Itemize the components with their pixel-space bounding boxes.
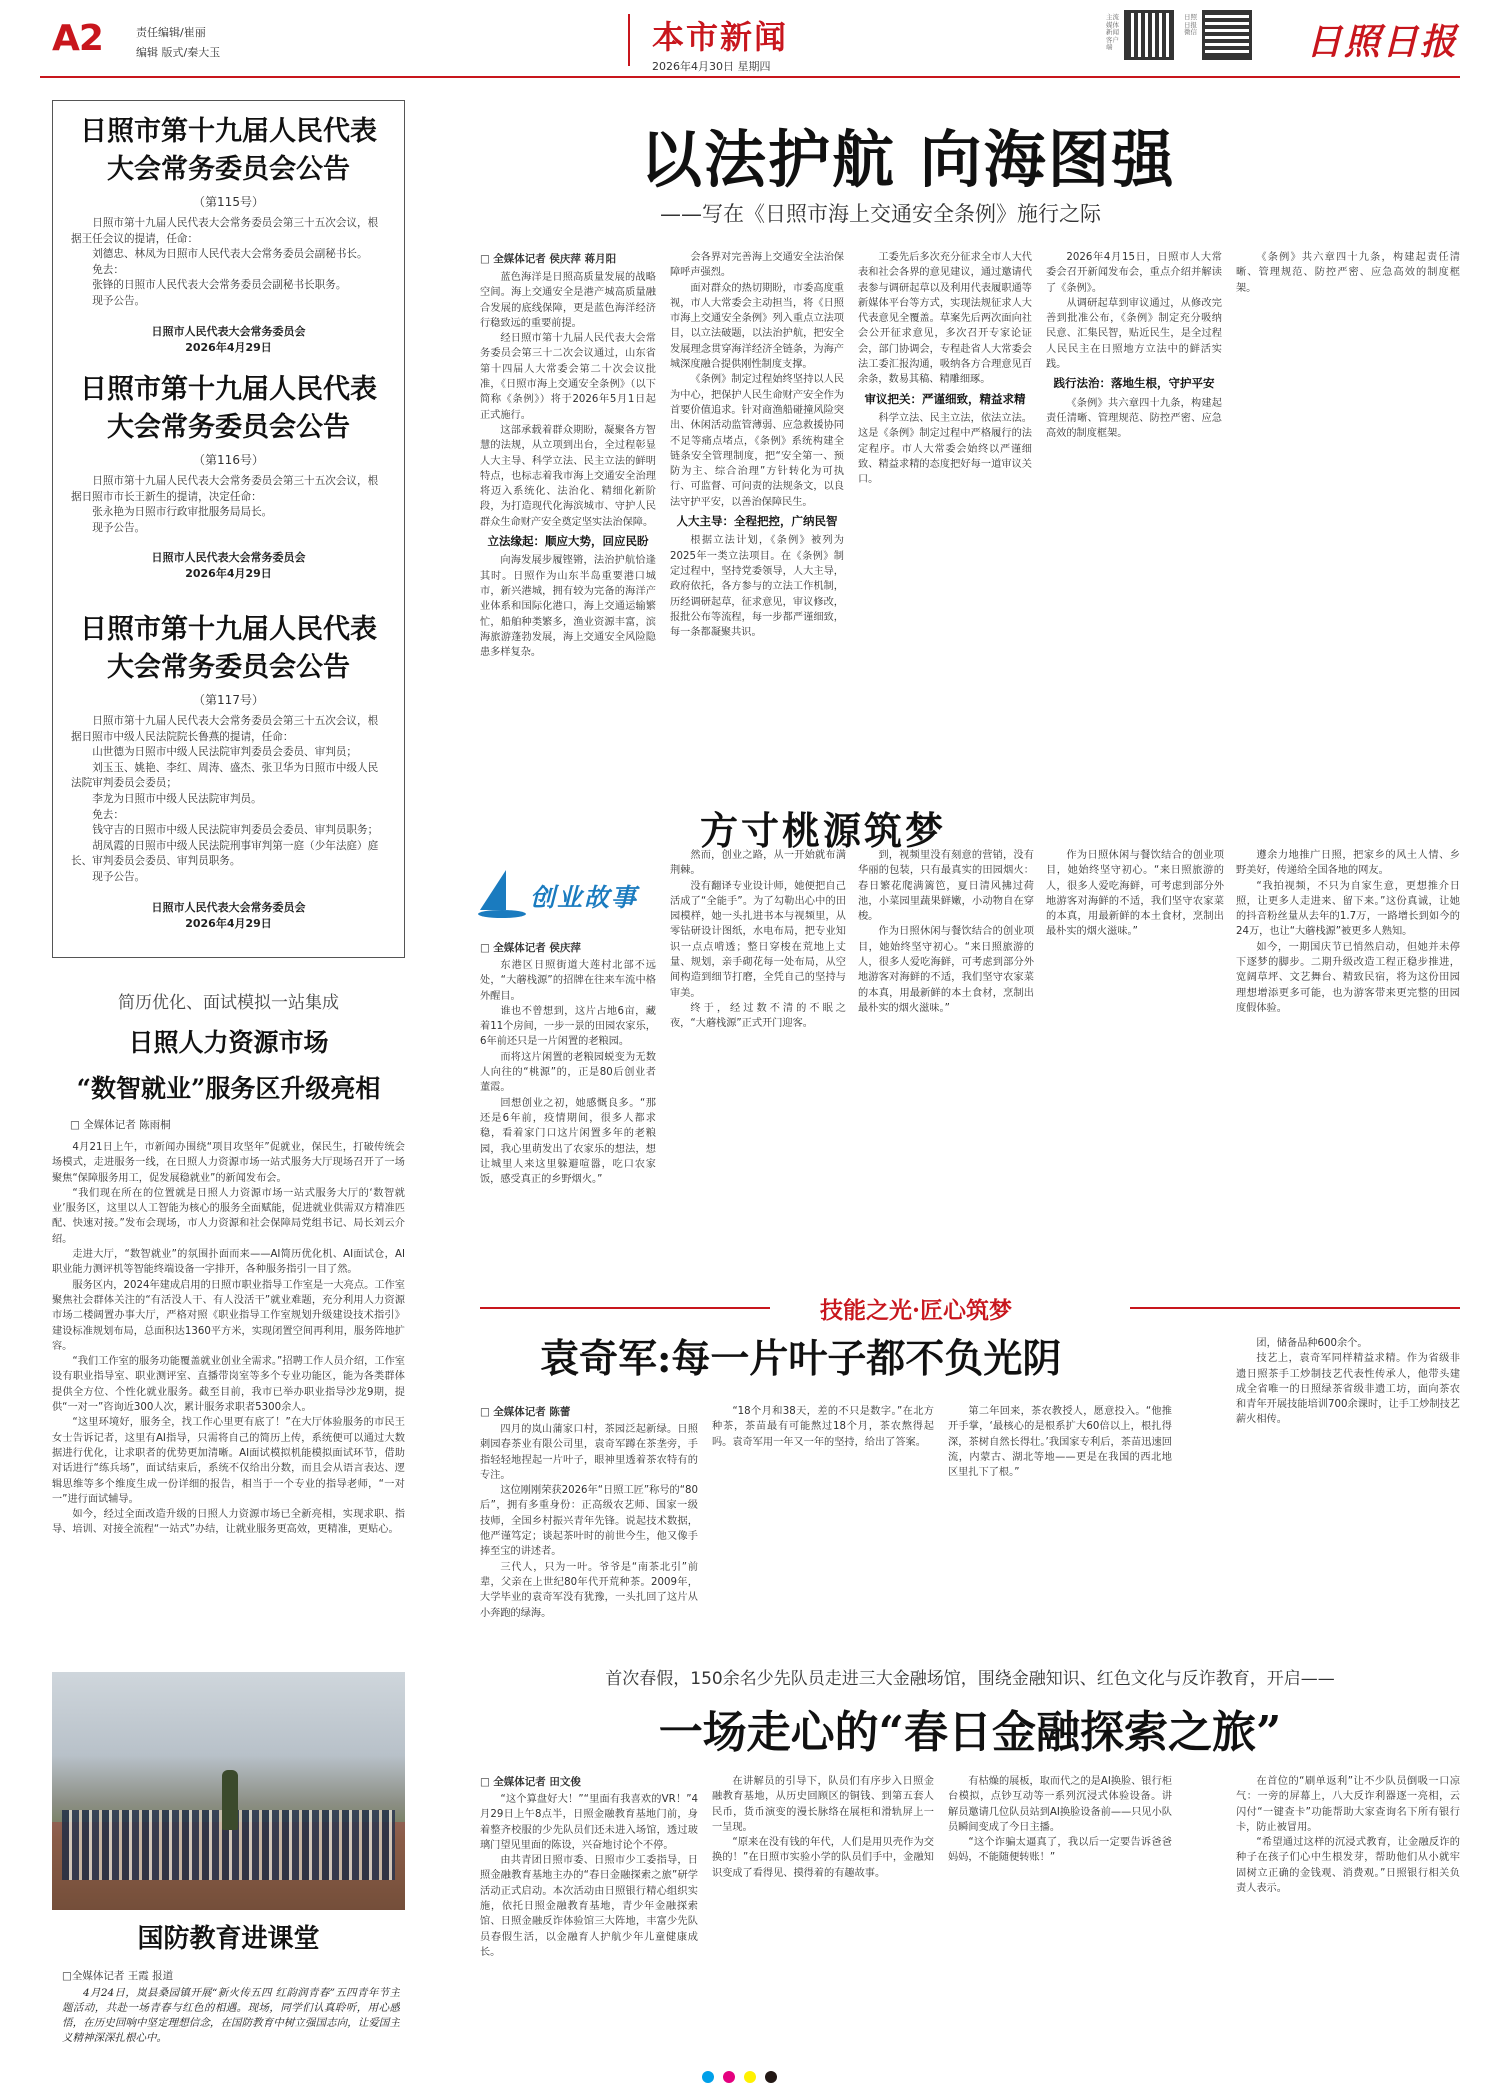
story-col-4: 作为日照休闲与餐饮结合的创业项目，她始终坚守初心。“来日照旅游的人，很多人爱吃海鲜，可考虑到部分外地游客对海鲜的不适，我们坚守农家菜的本真，用最新鲜的本土食材，烹制出最朴实的烟火滋味。” [1046, 850, 1224, 938]
notice-title: 日照市第十九届人民代表大会常务委员会公告 [80, 614, 377, 683]
qr-caption-2: 日照日报微信 [1184, 13, 1197, 36]
qr-caption-1: 主流媒体新闻客户端 [1106, 13, 1119, 51]
notice-body: 日照市第十九届人民代表大会常务委员会第三十五次会议，根据日照市中级人民法院院长鲁燕的提请，任命： 山世德为日照市中级人民法院审判委员会委员、审判员； 刘玉玉、姚艳、李红、周涛、盛杰、张卫华为日照市中级人民法院审判委员会委员； 李龙为日照市中级人民法院审判员。 免去： 钱守吉的日照市中级人民法院审判委员会委员、审判员职务； 胡凤霞的日照市中级人民法院刑事审判第一庭（少年法庭）庭长、审判委员会委员、审判员职务。 现予公告。 [71, 715, 379, 883]
sailboat-icon [480, 870, 506, 910]
lead-col-4: 2026年4月15日，日照市人大常委会召开新闻发布会，重点介绍并解读了《条例》。 从调研起草到审议通过，从修改完善到批准公布，《条例》制定充分吸纳民意、汇集民智，贴近民生，是全过程人民民主在日照地方立法中的鲜活实践。 践行法治：落地生根，守护平安 《条例》共六章四十九条，构建起责任清晰、管理规范、防控严密、应急高效的制度框架。 [1046, 252, 1222, 440]
color-registration-marks [700, 2068, 800, 2084]
header-rule [40, 76, 1460, 78]
defense-caption: 4月24日，岚县桑园镇开展“新火传五四 红韵润青春”五四青年节主题活动，共赴一场青春与红色的相遇。现场，同学们认真聆听，用心感悟，在历史回响中坚定理想信念，在国防教育中树立强国志向，让爱国主义精神深深扎根心中。 [62, 1987, 400, 2044]
notice-signer: 日照市人民代表大会常务委员会 2026年4月29日 [151, 551, 306, 581]
craft-col-1: 四月的岚山蒲家口村，茶园泛起新绿。日照刺园春茶业有限公司里，袁奇军蹲在茶垄旁，手指轻轻地捏起一片叶子，眼神里透着茶农特有的专注。 这位刚刚荣获2026年“日照工匠”称号的“80后”，拥有多重身份：正高级农艺师、国家一级技师，全国乡村振兴青年先锋。说起技术数据，他严谨笃定；谈起茶叶时的前世今生，他又像手捧至宝的讲述者。 三代人，只为一叶。爷爷是“南茶北引”前辈，父亲在上世纪80年代开荒种茶。2009年，大学毕业的袁奇军没有犹豫，一头扎回了这片从小奔跑的绿海。 [480, 1424, 698, 1619]
editor-line-2: 编辑 版式/秦大玉 [136, 46, 221, 59]
craft-col-2: “18个月和38天，差的不只是数字。”在北方种茶，茶苗最有可能熬过18个月，茶农熬得起吗。袁奇军用一年又一年的坚持，给出了答案。 [712, 1406, 934, 1448]
finance-col-4: 在首位的“刷单返利”让不少队员倒吸一口凉气：一旁的屏幕上，八大反诈利器逐一亮相，云闪付“一键查卡”功能帮助大家查询名下所有银行卡，防止被冒用。 “希望通过这样的沉浸式教育，让金融反诈的种子在孩子们心中生根发芽，帮助他们从小就牢固树立正确的金钱观、消费观。”日照银行相关负责人表示。 [1236, 1776, 1460, 1895]
notice-number: （第115号） [193, 195, 264, 209]
notice-116 [71, 371, 386, 611]
craft-col-3: 第二年回来，茶农教授人，愿意投入。“他推开手掌，‘最核心的是根系扩大60倍以上，根扎得深，茶树自然长得壮。’我国家专利后，茶苗迅速回流，内蒙古、湖北等地——更是在我国的西北地区里扎下了根。” [948, 1406, 1172, 1479]
craft-banner-rule-right [1130, 1307, 1460, 1309]
lead-col-5: 《条例》共六章四十九条，构建起责任清晰、管理规范、防控严密、应急高效的制度框架。 [1236, 252, 1460, 294]
lead-heading-4: 践行法治：落地生根，守护平安 [1053, 376, 1215, 391]
lead-heading-3: 审议把关：严谨细致，精益求精 [864, 391, 1026, 406]
hr-kicker: 简历优化、面试模拟一站集成 [118, 993, 339, 1013]
finance-col-1: “这个算盘好大！”“里面有我喜欢的VR！”4月29日上午8点半，日照金融教育基地门前，身着整齐校服的少先队员们还未进入场馆，透过玻璃门望见里面的陈设，兴奋地讨论个不停。 由共青团日照市委、日照市少工委指导，日照金融教育基地主办的“春日金融探索之旅”研学活动正式启动。本次活动由日照银行精心组织实施，依托日照金融教育基地，青少年金融探索馆、日照金融反诈体验馆三大阵地，丰富少先队员春假生活，以金融育人护航少年儿童健康成长。 [480, 1794, 698, 1958]
defense-title: 国防教育进课堂 [137, 1924, 320, 1954]
notice-body: 日照市第十九届人民代表大会常务委员会第三十五次会议，根据王任会议的提请，任命： 刘德忠、林凤为日照市人民代表大会常务委员会副秘书长。 免去： 张锋的日照市人民代表大会常务委员会副秘书长职务。 现予公告。 [71, 217, 379, 307]
qr-code-2-icon [1202, 10, 1252, 60]
section-title: 本市新闻 [652, 18, 789, 56]
craft-title: 袁奇军:每一片叶子都不负光阴 [540, 1336, 1062, 1382]
finance-byline: □ 全媒体记者 田文俊 [480, 1776, 581, 1788]
page-header [0, 0, 1500, 96]
black-dot-icon [765, 2071, 777, 2083]
story-logo [478, 868, 656, 928]
finance-kicker: 首次春假，150余名少先队员走进三大金融场馆，围绕金融知识、红色文化与反诈教育，开启—— [605, 1669, 1335, 1689]
hr-body: 4月21日上午，市新闻办围绕“项目攻坚年”促就业，保民生，打破传统会场模式，走进服务一线，在日照人力资源市场一站式服务大厅现场召开了一场聚焦“保障服务用工，促发展稳就业”的新闻发布会。 “我们现在所在的位置就是日照人力资源市场一站式服务大厅的‘数智就业’服务区，这里以人工智能为核心的服务全面赋能，促进就业供需双方精准匹配、快速对接。”发布会现场，市人力资源和社会保障局党组书记、局长刘云介绍。 走进大厅，“数智就业”的氛围扑面而来——AI简历优化机、AI面试仓，AI职业能力测评机等智能终端设备一字排开，各种服务指引一目了然。 服务区内，2024年建成启用的日照市职业指导工作室是一大亮点。工作室聚焦社会群体关注的“有活没人干、有人没活干”就业难题，充分利用人力资源市场二楼阔置办事大厅，严格对照《职业指导工作室规划升级建设技术指引》建设标准规划布局，总面积达1360平方米，实现闭置空间再利用，服务阵地扩容。 “我们工作室的服务功能覆盖就业创业全需求。”招聘工作人员介绍，工作室设有职业指导室、职业测评室、直播带岗室等多个专业功能区，能为各类群体提供全方位、个性化就业服务。截至目前，我市已举办职业指导沙龙9期，提供“一对一”咨询近300人次，累计服务求职者5300余人。 “这里环境好，服务全，找工作心里更有底了！”在大厅体验服务的市民王女士告诉记者，这里有AI指导，只需将自己的简历上传，系统便可以通过大数据进行优化，让求职者的优势更加清晰。AI面试模拟机能模拟面试环节，借助对话进行“练兵场”，面试结束后，系统不仅给出分数，而且会从语言表达、逻辑思维等多个维度生成一份详细的报告，相当于一个专业的指导老师，“一对一”进行面试辅导。 如今，经过全面改造升级的日照人力资源市场已全新亮相，实现求职、指导、培训、对接全流程“一站式”办结，让就业服务更高效，更精准，更贴心。 [52, 1142, 405, 1536]
finance-col-3: 有枯燥的展板，取而代之的是AI换脸、银行柜台模拟，点钞互动等一系列沉浸式体验设备。讲解员邀请几位队员站到AI换脸设备前——只见小队员瞬间变成了今日主播。 “这个诈骗太逼真了，我以后一定要告诉爸爸妈妈，不能随便转账！” [948, 1776, 1172, 1864]
notice-body: 日照市第十九届人民代表大会常务委员会第三十五次会议，根据日照市市长王新生的提请，决定任命： 张永艳为日照市行政审批服务局局长。 现予公告。 [71, 475, 379, 534]
lead-col-1: 蓝色海洋是日照高质量发展的战略空间。海上交通安全是港产城高质量融合发展的底线保障，更是蓝色海洋经济行稳致远的重要前提。 经日照市第十九届人民代表大会常务委员会第三十二次会议通过，山东省第十四届人大常委会第二十次会议批准，《日照市海上交通安全条例》（以下简称《条例》）将于2026年5月1日起正式施行。 这部承载着群众期盼，凝聚各方智慧的法规，从立项到出台，全过程彰显人大主导、科学立法、民主立法的鲜明特点，也标志着我市海上交通安全治理将迈入系统化、法治化、精细化新阶段，为打造现代化海滨城市、守护人民群众生命财产安全奠定坚实法治保障。 立法缘起：顺应大势，回应民盼 向海发展步履铿锵，法治护航恰逢其时。日照作为山东半岛重要港口城市，新兴港城，拥有较为完备的海洋产业体系和国际化港口，海上交通运输繁忙，船舶种类繁多，渔业资源丰富，滨海旅游蓬勃发展，海上交通安全风险隐患多样复杂。 [480, 272, 656, 659]
lead-title: 以法护航 向海图强 [640, 123, 1176, 196]
editor-line-1: 责任编辑/崔丽 [136, 26, 206, 39]
notices-box [52, 100, 405, 958]
finance-col-2: 在讲解员的引导下，队员们有序步入日照金融教育基地，从历史回顾区的铜钱、到第五套人民币，货币演变的漫长脉络在展柜和滑轨屏上一一呈现。 “原来在没有钱的年代，人们是用贝壳作为交换的！”在日照市实验小学的队员们手中，金融知识变成了看得见、摸得着的有趣故事。 [712, 1776, 934, 1879]
defense-byline: □全媒体记者 王霞 报道 [62, 1970, 174, 1982]
story-col-2: 然而，创业之路，从一开始就布满荆棘。 没有翻译专业设计师，她便把自己活成了“全能手”。为了勾勒出心中的田园模样，她一头扎进书本与视频里，从零钻研设计图纸，水电布局，把专业知识一点点啃透；整日穿梭在荒地上丈量、规划，亲手砌花每一处布局，从空间构造到细节打磨，全凭自己的坚持与审美。 终于，经过数不清的不眠之夜，“大蘑栈源”正式开门迎客。 [670, 850, 846, 1030]
hr-title-1: 日照人力资源市场 [128, 1028, 329, 1057]
cyan-dot-icon [702, 2071, 714, 2083]
craft-byline: □ 全媒体记者 陈蕾 [480, 1406, 571, 1418]
hr-title-2: “数智就业”服务区升级亮相 [76, 1074, 381, 1103]
masthead-logo: 日照日报 [1306, 21, 1459, 63]
craft-col-4: 团，储备品种600余个。 技艺上，袁奇军同样精益求精。作为省级非遗日照茶手工炒制技艺代表性传承人，他带头建成全省唯一的日照绿茶省级非遗工坊，面向茶农和青年开展技能培训700余课时，让手工炒制技艺薪火相传。 [1236, 1338, 1460, 1426]
hr-byline: □ 全媒体记者 陈雨桐 [70, 1119, 171, 1131]
notice-signer: 日照市人民代表大会常务委员会 2026年4月29日 [151, 324, 306, 354]
hr-article [52, 988, 405, 1656]
story-title: 方寸桃源筑梦 [700, 808, 947, 853]
header-divider [628, 14, 630, 66]
issue-date: 2026年4月30日 星期四 [652, 60, 771, 73]
notice-title: 日照市第十九届人民代表大会常务委员会公告 [80, 374, 377, 443]
photo-instructor [222, 1770, 238, 1830]
notice-115 [71, 113, 386, 371]
craft-banner-rule-left [480, 1307, 770, 1309]
notice-number: （第117号） [193, 693, 264, 707]
story-byline: □ 全媒体记者 侯庆萍 [480, 942, 581, 954]
finance-title: 一场走心的“春日金融探索之旅” [658, 1707, 1282, 1758]
story-logo-text: 创业故事 [530, 883, 639, 912]
notice-title: 日照市第十九届人民代表大会常务委员会公告 [80, 116, 377, 185]
lead-col-2: 会各界对完善海上交通安全法治保障呼声强烈。 面对群众的热切期盼，市委高度重视，市人大常委会主动担当，将《日照市海上交通安全条例》列入重点立法项目，以立法破题，以法治护航，把安全发展理念贯穿海洋经济全链条，为海产城深度融合提供刚性制度支撑。 《条例》制定过程始终坚持以人民为中心，把保护人民生命财产安全作为首要价值追求。针对商渔船碰撞风险突出、休闲活动监管薄弱、应急救援协同不足等痛点堵点，《条例》系统构建全链条安全管理制度，把“安全第一、预防为主、综合治理”方针转化为可执行、可监督、可问责的法规条文，以良法守护平安，以善治保障民生。 人大主导：全程把控，广纳民智 根据立法计划，《条例》被列为2025年一类立法项目。在《条例》制定过程中，坚持党委领导，人大主导，政府依托，各方参与的立法工作机制，历经调研起草，征求意见，审议修改，报批公布等流程，每一步都严谨细致，每一条都凝聚共识。 [670, 252, 844, 639]
page-code: A2 [52, 18, 103, 59]
notice-number: （第116号） [193, 453, 264, 467]
defense-photo [52, 1672, 405, 1910]
story-col-1: 东港区日照街道大莲村北部不远处，“大蘑栈源”的招牌在往来车流中格外醒目。 谁也不曾想到，这片占地6亩，藏着11个房间，一步一景的田园农家乐，6年前还只是一片闲置的老粮园。 而将这片闲置的老粮园蜕变为无数人向往的“桃源”的，正是80后创业者董霞。 回想创业之初，她感慨良多。“那还是6年前，疫情期间，很多人都求稳，看着家门口这片闲置多年的老粮园，我心里萌发出了农家乐的想法，想让城里人来这里躲避喧嚣，吃口农家饭，感受真正的乡野烟火。” [480, 960, 656, 1186]
byline-icon: □ [70, 1119, 84, 1131]
yellow-dot-icon [744, 2071, 756, 2083]
lead-heading-2: 人大主导：全程把控，广纳民智 [676, 514, 838, 529]
lead-byline: □ 全媒体记者 侯庆萍 蒋月阳 [480, 253, 617, 265]
story-col-3: 到，视频里没有刻意的营销，没有华丽的包装，只有最真实的田园烟火：春日繁花爬满篱笆，夏日清风拂过荷池，小菜园里蔬果鲜嫩，小动物自在穿梭。 作为日照休闲与餐饮结合的创业项目，她始终坚守初心。“来日照旅游的人，很多人爱吃海鲜，可考虑到部分外地游客对海鲜的不适，我们坚守农家菜的本真，用最新鲜的本土食材，烹制出最朴实的烟火滋味。” [858, 850, 1034, 1014]
lead-col-3: 工委先后多次充分征求全市人大代表和社会各界的意见建议，通过邀请代表参与调研起草以及利用代表履职通等新媒体平台等方式，实现法规征求人大代表意见全覆盖。草案先后两次面向社会公开征求意见，多次召开专家论证会，部门协调会，专程赴省人大常委会法工委汇报沟通，吸纳各方合理意见百余条，数易其稿、精雕细琢。 审议把关：严谨细致，精益求精 科学立法、民主立法，依法立法。这是《条例》制定过程中严格履行的法定程序。市人大常委会始终以严谨细致、精益求精的态度把好每一道审议关口。 [858, 252, 1032, 486]
craft-banner: 技能之光·匠心筑梦 [820, 1297, 1013, 1324]
story-col-5: 遵余力地推广日照，把家乡的风土人情、乡野美好，传递给全国各地的网友。 “我拍视频，不只为自家生意，更想推介日照，让更多人走进来、留下来。”这份真诚，让她的抖音粉丝量从去年的1.7万，一路增长到如今的24万，也让“大蘑栈源”被更多人熟知。 如今，一期国庆节已悄然启动，但她并未停下逐梦的脚步。二期升级改造工程正稳步推进，宽阔草坪、文艺舞台、精致民宿，将为这份田园理想增添更多可能，也为游客带来更完整的田园度假体验。 [1236, 850, 1460, 1014]
magenta-dot-icon [723, 2071, 735, 2083]
notice-signer: 日照市人民代表大会常务委员会 2026年4月29日 [151, 900, 306, 930]
qr-code-1-icon [1124, 10, 1174, 60]
wave-icon [478, 910, 526, 918]
notice-117 [71, 611, 386, 932]
lead-heading-1: 立法缘起：顺应大势，回应民盼 [487, 534, 649, 549]
lead-subtitle: ——写在《日照市海上交通安全条例》施行之际 [660, 202, 1101, 226]
